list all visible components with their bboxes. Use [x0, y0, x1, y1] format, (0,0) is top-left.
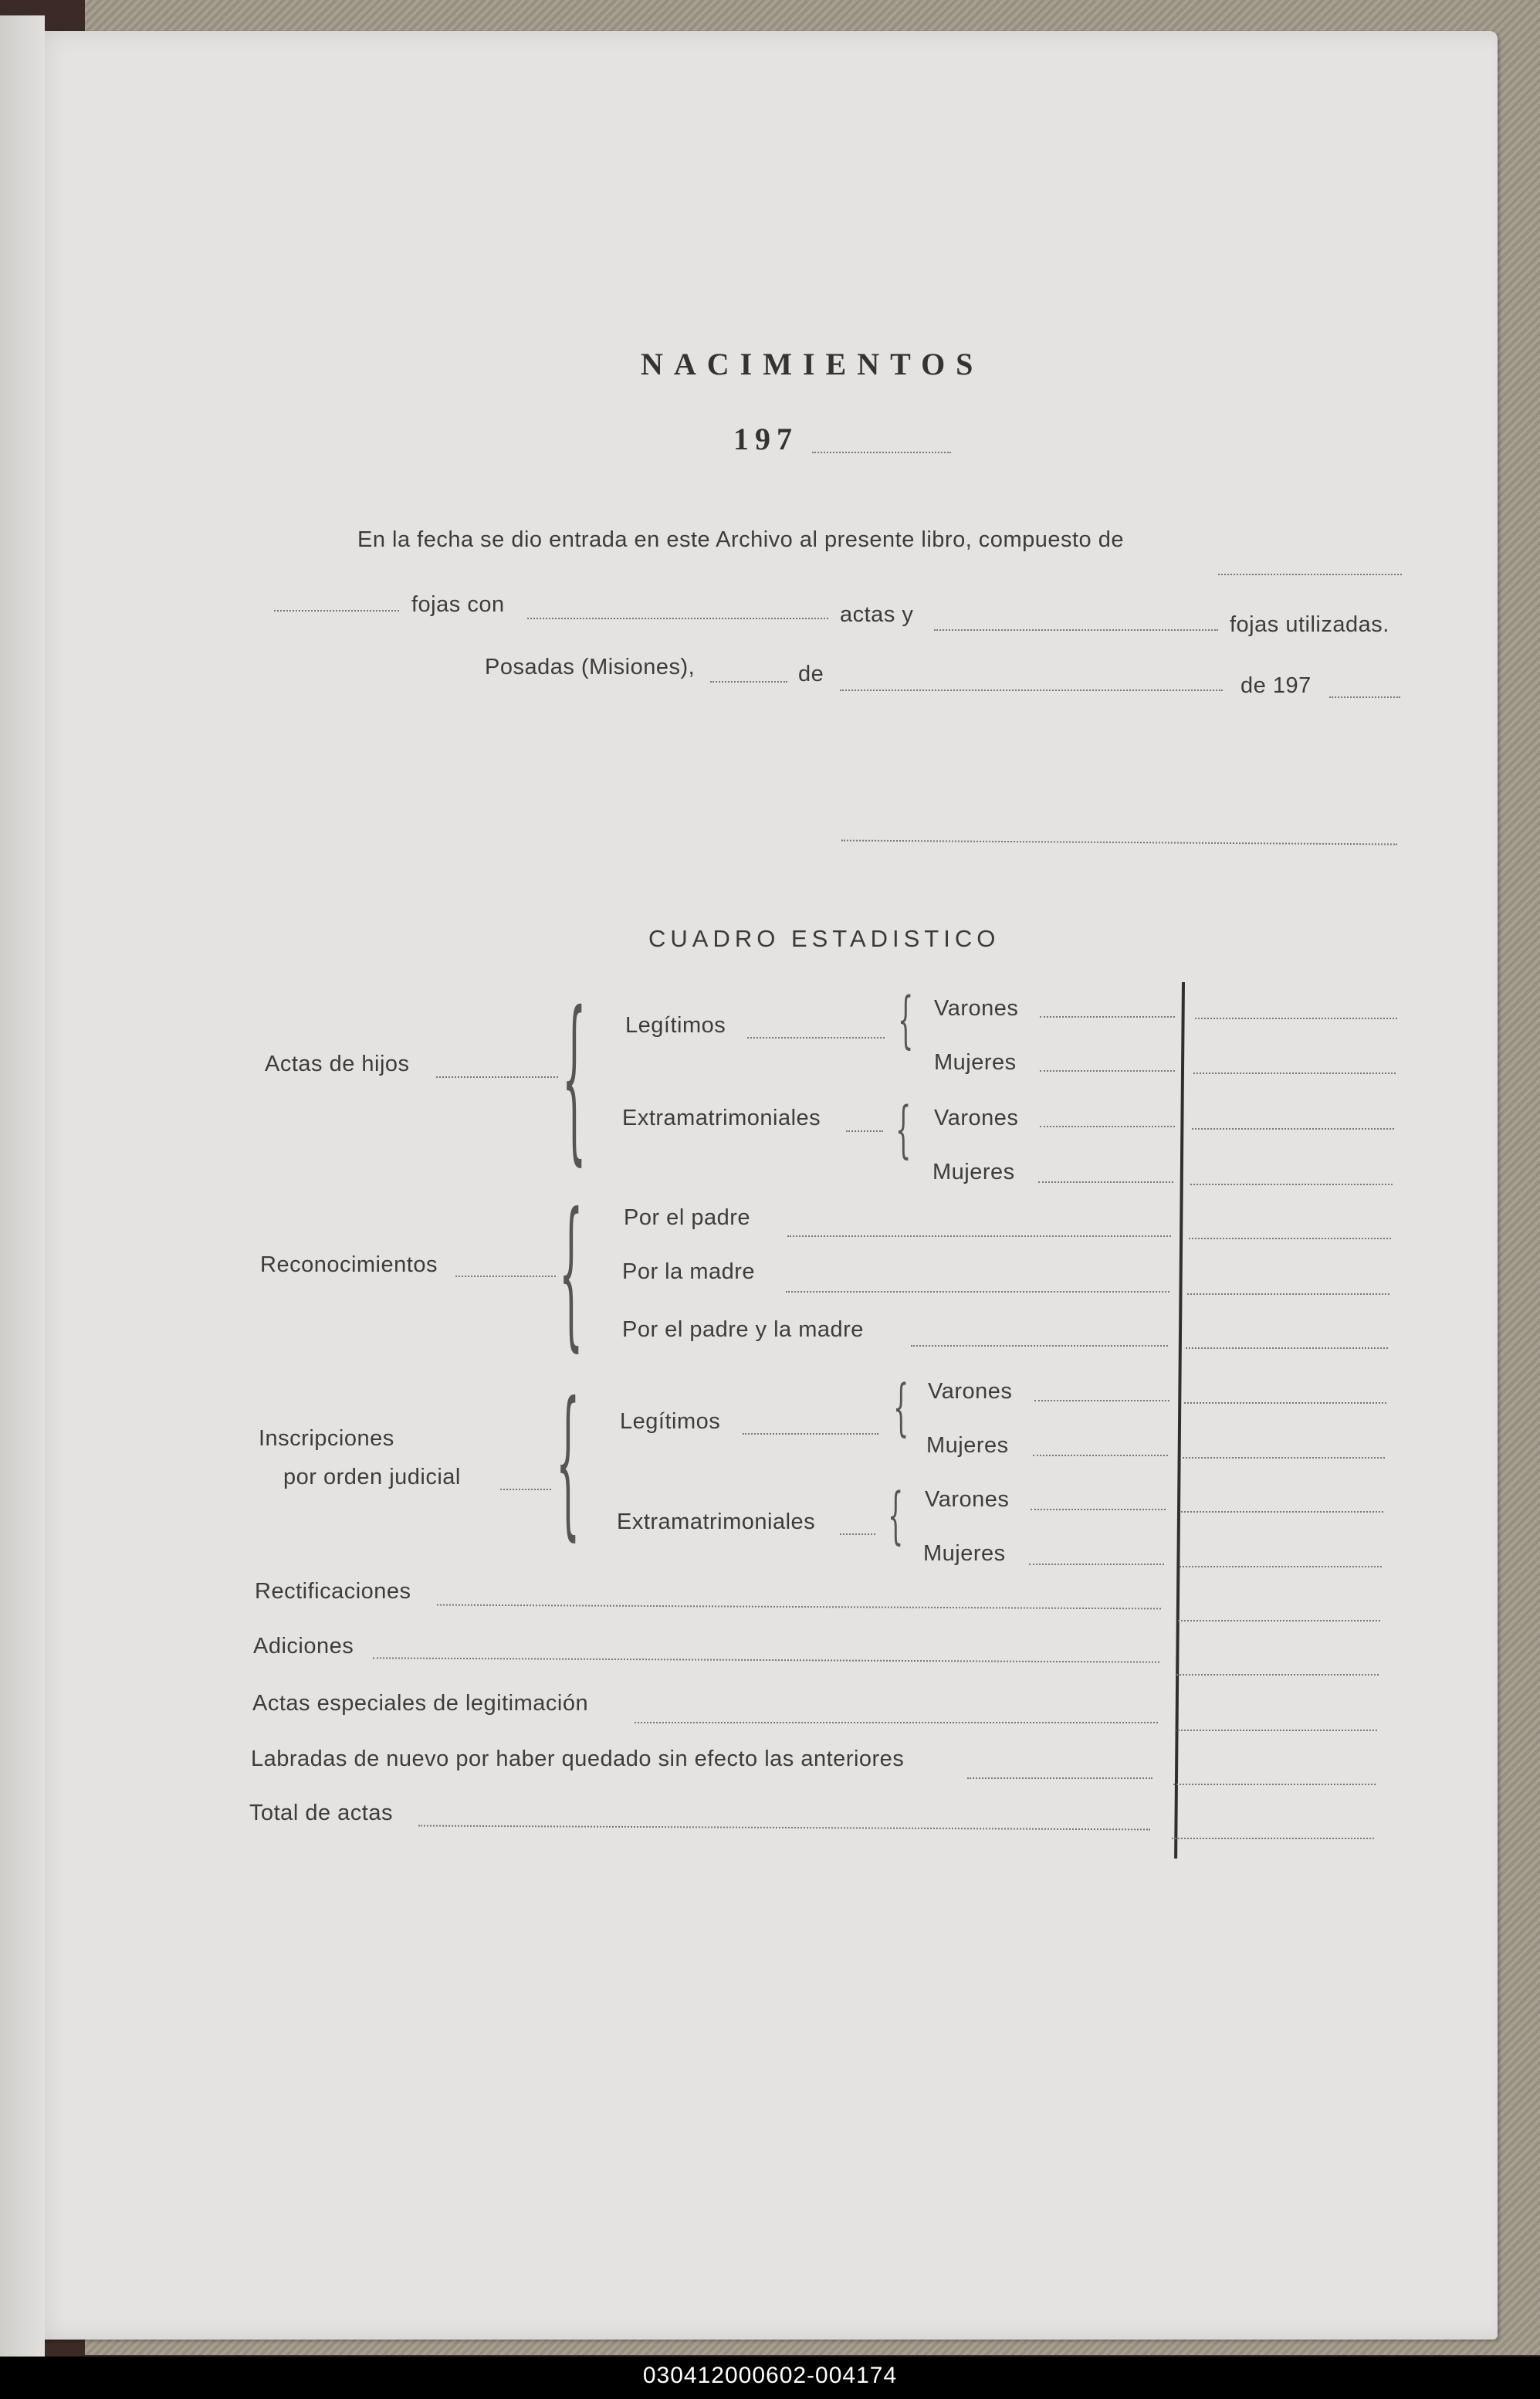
mujeres-dots-4: [1029, 1564, 1164, 1565]
varones-dots-3: [1034, 1400, 1169, 1401]
year-blank: [812, 452, 951, 453]
rectificaciones-label: Rectificaciones: [255, 1579, 411, 1604]
mujeres-label-2: Mujeres: [932, 1160, 1015, 1184]
fojas-blank: [274, 610, 399, 612]
varones-dots-4: [1031, 1509, 1166, 1510]
intro-line-1: En la fecha se dio entrada en este Archivo al presente libro, compuesto de: [357, 527, 1124, 552]
reconocimientos-brace: {: [559, 1178, 584, 1367]
previous-page-edge: [0, 15, 45, 2370]
mujeres-label-3: Mujeres: [926, 1433, 1009, 1458]
labradas-label: Labradas de nuevo por haber quedado sin efecto las anteriores: [251, 1747, 905, 1771]
fojas-count-blank: [1218, 574, 1402, 575]
varones-dots-1: [1040, 1016, 1175, 1018]
archive-id: 030412000602-004174: [642, 2363, 898, 2388]
varones-total-4: [1181, 1511, 1383, 1513]
total-de-actas-total: [1172, 1838, 1374, 1839]
de-label: de: [798, 662, 824, 686]
varones-label-2: Varones: [934, 1106, 1019, 1130]
extramatrimoniales-dots: [846, 1130, 883, 1132]
legitimos-dots: [747, 1037, 885, 1039]
extramatrimoniales-dots-2: [840, 1533, 875, 1535]
place-label: Posadas (Misiones),: [485, 655, 696, 679]
legitimos-label: Legítimos: [625, 1013, 726, 1038]
extramatrimoniales-label-2: Extramatrimoniales: [617, 1510, 816, 1534]
por-el-padre-label: Por el padre: [624, 1205, 750, 1230]
actas-de-hijos-brace: {: [562, 974, 587, 1181]
day-blank: [710, 681, 787, 683]
varones-total-3: [1184, 1402, 1386, 1404]
de-year-label: de 197: [1240, 673, 1312, 698]
mujeres-total-2: [1190, 1184, 1393, 1185]
inscripciones-dots: [500, 1489, 551, 1490]
varones-total-1: [1195, 1018, 1397, 1019]
varones-label-3: Varones: [928, 1379, 1013, 1404]
por-ambos-label: Por el padre y la madre: [622, 1317, 864, 1342]
por-la-madre-total: [1187, 1293, 1389, 1295]
utilizadas-blank: [934, 629, 1218, 631]
por-la-madre-label: Por la madre: [622, 1259, 756, 1284]
labradas-dots: [967, 1777, 1152, 1779]
mujeres-label-4: Mujeres: [923, 1541, 1006, 1566]
actas-de-hijos-label: Actas de hijos: [265, 1052, 410, 1076]
varones-dots-2: [1040, 1126, 1175, 1127]
por-el-padre-total: [1189, 1238, 1391, 1239]
actas-blank: [527, 618, 828, 619]
legitimos-dots-2: [743, 1433, 878, 1435]
por-ambos-dots: [911, 1345, 1168, 1347]
legitimos-brace-2: {: [893, 1373, 909, 1444]
actas-y-label: actas y: [840, 602, 914, 627]
mujeres-dots-1: [1040, 1070, 1175, 1072]
total-de-actas-label: Total de actas: [249, 1801, 393, 1825]
mujeres-dots-3: [1033, 1455, 1168, 1456]
adiciones-label: Adiciones: [253, 1634, 354, 1659]
extramatrimoniales-brace: {: [895, 1095, 912, 1166]
reconocimientos-dots: [455, 1276, 556, 1277]
por-el-padre-dots: [787, 1235, 1171, 1237]
varones-label: Varones: [934, 996, 1019, 1021]
stats-title: CUADRO ESTADISTICO: [648, 925, 1000, 952]
por-la-madre-dots: [786, 1291, 1169, 1293]
extramatrimoniales-label: Extramatrimoniales: [622, 1106, 821, 1130]
month-blank: [840, 690, 1223, 691]
inscripciones-label: Inscripciones: [259, 1426, 394, 1451]
fojas-con-label: fojas con: [411, 592, 505, 617]
legitimos-label-2: Legítimos: [620, 1409, 721, 1434]
por-orden-judicial-label: por orden judicial: [283, 1465, 461, 1489]
varones-total-2: [1192, 1128, 1394, 1130]
adiciones-total: [1176, 1674, 1379, 1676]
varones-label-4: Varones: [925, 1487, 1010, 1512]
legitimacion-total: [1175, 1730, 1377, 1731]
por-ambos-total: [1186, 1347, 1388, 1349]
legitimos-brace: {: [898, 985, 914, 1056]
reconocimientos-label: Reconocimientos: [260, 1252, 438, 1277]
mujeres-total-1: [1193, 1072, 1396, 1074]
extramatrimoniales-brace-2: {: [888, 1481, 904, 1552]
fojas-utilizadas-label: fojas utilizadas.: [1230, 612, 1389, 637]
legitimacion-dots: [635, 1722, 1158, 1723]
mujeres-label: Mujeres: [934, 1050, 1017, 1075]
mujeres-total-3: [1183, 1457, 1385, 1459]
year-suffix-blank: [1329, 696, 1400, 698]
year-label: 197: [733, 422, 798, 456]
legitimacion-label: Actas especiales de legitimación: [252, 1691, 589, 1716]
rectificaciones-total: [1178, 1620, 1380, 1621]
labradas-total: [1173, 1784, 1376, 1785]
inscripciones-brace: {: [556, 1367, 580, 1556]
mujeres-dots-2: [1038, 1181, 1173, 1183]
mujeres-total-4: [1180, 1566, 1382, 1567]
form-title: NACIMIENTOS: [641, 347, 984, 381]
actas-de-hijos-dots: [436, 1076, 558, 1078]
